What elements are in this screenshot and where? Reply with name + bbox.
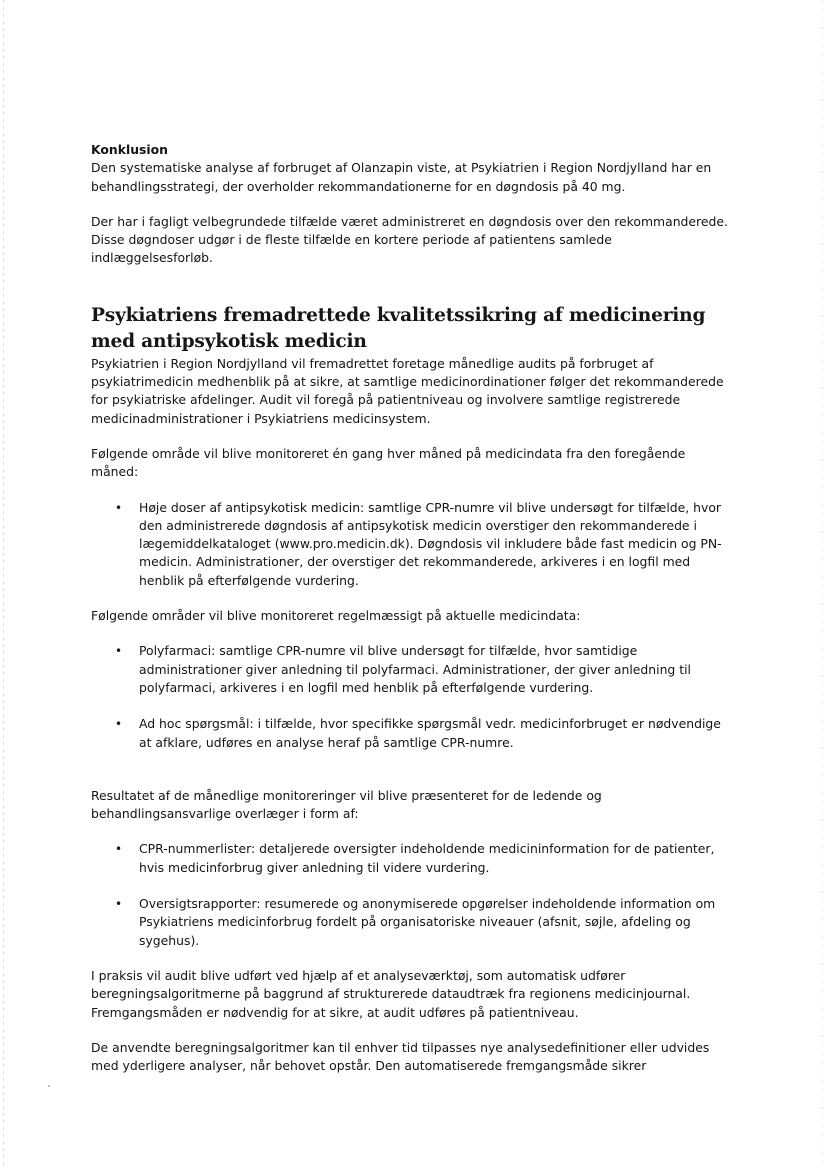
results-list (91, 840, 731, 949)
konklusion-heading: Konklusion (91, 142, 168, 157)
list-item: • CPR-nummerlister: detaljerede oversigter indeholdende medicininformation for de patienter, hvis medicinforbrug giver anledning til videre vurdering. (91, 840, 731, 877)
practice-paragraph: I praksis vil audit blive udført ved hjælp af et analyseværktøj, som automatisk udfører beregningsalgoritmerne på baggrund af strukturerede dataudtræk fra regionens medicinjournal. Fremgangsmåden er nødvendig for at sikre, at audit udføres på patientniveau. (91, 967, 691, 1020)
list-item: • Polyfarmaci: samtlige CPR-numre vil blive undersøgt for tilfælde, hvor samtidige administrationer giver anledning til polyfarmaci. Administrationer, der giver anledning til polyfarmaci, arkiveres i en logfil med henblik på efterfølgende vurdering. (91, 642, 731, 697)
list-item: • Oversigtsrapporter: resumerede og anonymiserede opgørelser indeholdende information om Psykiatriens medicinforbrug fordelt på organisatoriske niveauer (afsnit, søjle, afdeling og sygehus). (91, 895, 731, 950)
monthly-lead: Følgende område vil blive monitoreret én gang hver måned på medicindata fra den foregående måned: (91, 445, 686, 480)
konklusion-paragraph-1: Den systematiske analyse af forbruget af Olanzapin viste, at Psykiatrien i Region Nordjylland har en behandlingsstrategi, der overholder rekommandationerne for en døgndosis på 40 mg. (91, 160, 712, 194)
list-item: • Høje doser af antipsykotisk medicin: samtlige CPR-numre vil blive undersøgt for tilfælde, hvor den administrerede døgndosis af antipsykotisk medicin overstiger den rekommanderede i lægemiddelkataloget (www.pro.medicin.dk). Døgndosis vil inkludere både fast medicin og PN-medicin. Administrationer, der overstiger det rekommanderede, arkiveres i en logfil med henblik på efterfølgende vurdering. (91, 499, 731, 590)
document-body (91, 141, 731, 1075)
monthly-list (91, 499, 731, 590)
scan-edge-left (3, 0, 4, 1168)
list-item: • Ad hoc spørgsmål: i tilfælde, hvor specifikke spørgsmål vedr. medicinforbruget er nødvendige at afklare, udføres en analyse heraf på samtlige CPR-numre. (91, 715, 731, 752)
scan-speck (48, 1085, 50, 1087)
closing-paragraph: De anvendte beregningsalgoritmer kan til enhver tid tilpasses nye analysedefinitioner eller udvides med yderligere analyser, når behovet opstår. Den automatiserede fremgangsmåde sikrer (91, 1039, 710, 1074)
regular-lead: Følgende områder vil blive monitoreret regelmæssigt på aktuelle medicindata: (91, 608, 581, 624)
section-heading: Psykiatriens fremadrettede kvalitetssikring af medicinering med antipsykotisk medicin (91, 304, 706, 352)
section-intro: Psykiatrien i Region Nordjylland vil fremadrettet foretage månedlige audits på forbruget af psykiatrimedicin medhenblik på at sikre, at samtlige medicinordinationer følger det rekommanderede for psykiatriske afdelinger. Audit vil foregå på patientniveau og involvere samtlige registrerede medicinadministrationer i Psykiatriens medicinsystem. (91, 355, 724, 426)
results-lead: Resultatet af de månedlige monitoreringer vil blive præsenteret for de ledende og behandlingsansvarlige overlæger i form af: (91, 787, 602, 822)
konklusion-paragraph-2: Der har i fagligt velbegrundede tilfælde været administreret en døgndosis over den rekommanderede. Disse døgndoser udgør i de fleste tilfælde en kortere periode af patientens samlede indlæggelsesforløb. (91, 213, 728, 266)
scan-edge-right (822, 0, 823, 1168)
regular-list (91, 642, 731, 751)
